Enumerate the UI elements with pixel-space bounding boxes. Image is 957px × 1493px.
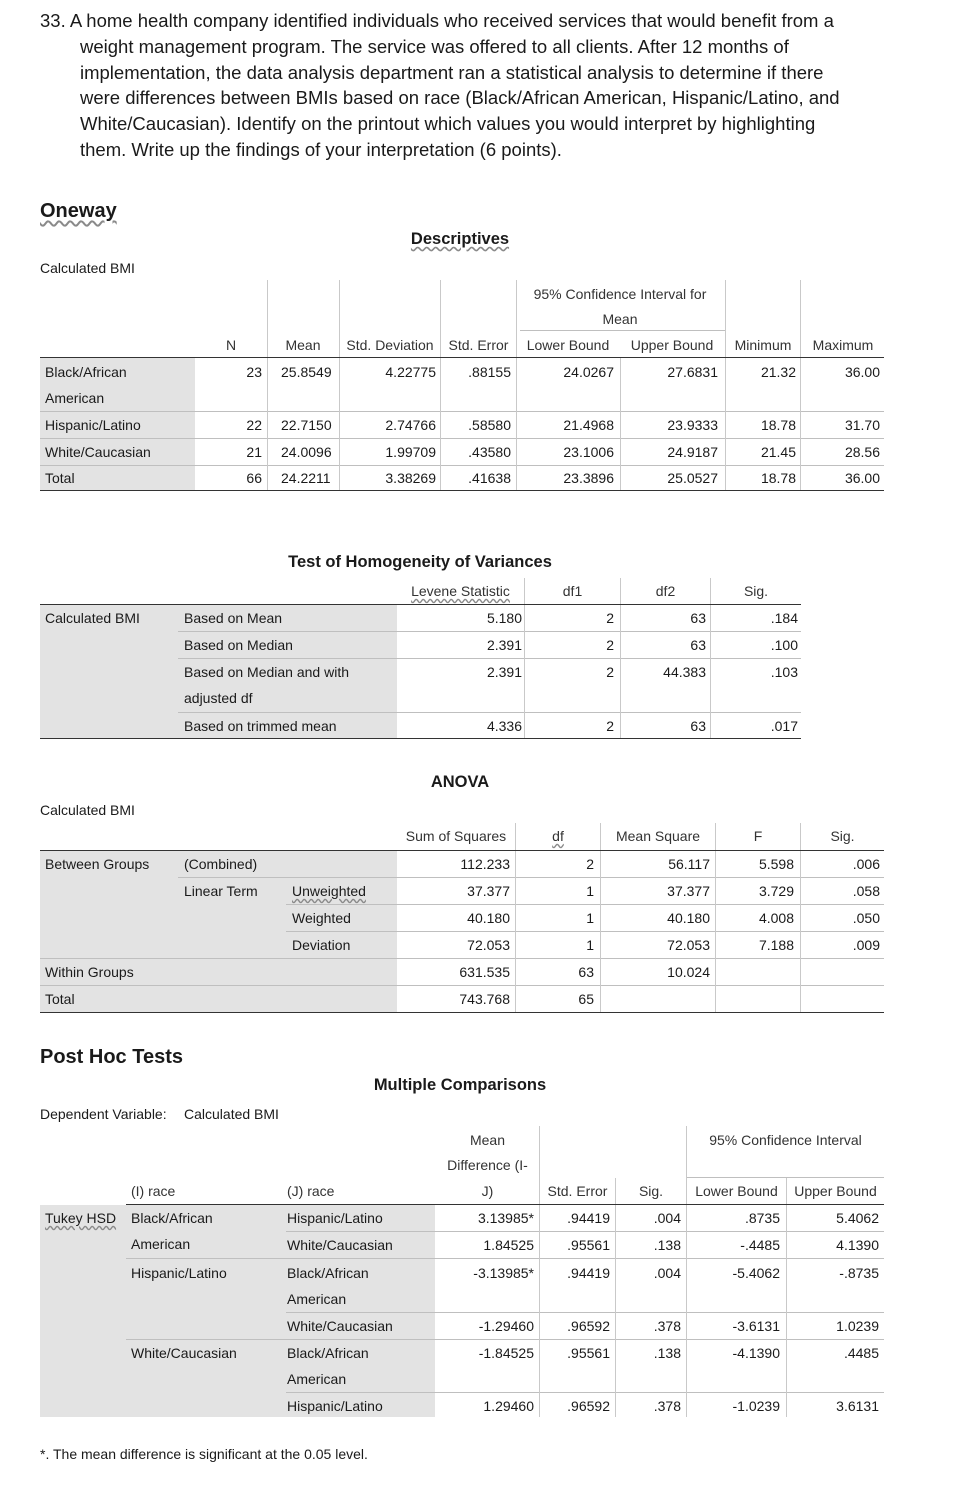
anova-cell: 40.180 bbox=[467, 910, 510, 926]
col-sum-squares: Sum of Squares bbox=[405, 828, 507, 844]
desc-cell: 21.4968 bbox=[563, 417, 614, 433]
col-std-error: Std. Error bbox=[547, 1183, 608, 1199]
anova-cell: 743.768 bbox=[459, 991, 510, 1007]
hov-cell: 44.383 bbox=[663, 664, 706, 680]
hov-cell: .017 bbox=[770, 718, 798, 734]
posthoc-cell: -3.6131 bbox=[732, 1318, 780, 1334]
hov-cell: 63 bbox=[690, 637, 706, 653]
posthoc-cell: .378 bbox=[653, 1318, 681, 1334]
hov-cell: .103 bbox=[770, 664, 798, 680]
hov-row-label: Based on Mean bbox=[184, 610, 283, 626]
col-std-error: Std. Error bbox=[448, 337, 509, 353]
hov-cell: .184 bbox=[770, 610, 798, 626]
anova-sub-label: Unweighted bbox=[292, 883, 366, 899]
desc-cell: 31.70 bbox=[844, 417, 880, 433]
posthoc-cell: -1.29460 bbox=[478, 1318, 534, 1334]
posthoc-group-j: White/Caucasian bbox=[287, 1318, 393, 1334]
posthoc-group-j: American bbox=[287, 1371, 347, 1387]
anova-cell: 7.188 bbox=[758, 937, 794, 953]
posthoc-cell: 1.0239 bbox=[836, 1318, 879, 1334]
posthoc-cell: .004 bbox=[653, 1265, 681, 1281]
desc-cell: 21.45 bbox=[760, 444, 796, 460]
anova-cell: .009 bbox=[852, 937, 880, 953]
posthoc-group-j: White/Caucasian bbox=[287, 1237, 393, 1253]
desc-cell: .88155 bbox=[468, 364, 511, 380]
ci-header-1: 95% Confidence Interval for bbox=[533, 286, 707, 302]
desc-cell: 36.00 bbox=[844, 364, 880, 380]
desc-cell: 18.78 bbox=[760, 470, 796, 486]
anova-cell: 5.598 bbox=[758, 856, 794, 872]
posthoc-dv: Calculated BMI bbox=[184, 1106, 279, 1122]
posthoc-cell: -1.84525 bbox=[478, 1345, 534, 1361]
col-i-race: (I) race bbox=[131, 1183, 176, 1199]
desc-cell: 24.2211 bbox=[281, 470, 331, 486]
hov-cell: 2 bbox=[606, 610, 614, 626]
desc-cell: 25.0527 bbox=[667, 470, 718, 486]
desc-cell: 18.78 bbox=[760, 417, 796, 433]
posthoc-cell: -5.4062 bbox=[732, 1265, 780, 1281]
anova-cell: .050 bbox=[852, 910, 880, 926]
col-mean-square: Mean Square bbox=[615, 828, 701, 844]
footnote: *. The mean difference is significant at the 0.05 level. bbox=[40, 1446, 368, 1462]
descriptives-title: Descriptives bbox=[410, 230, 510, 248]
anova-dv: Calculated BMI bbox=[40, 802, 135, 818]
posthoc-cell: 4.1390 bbox=[836, 1237, 879, 1253]
anova-cell: 37.377 bbox=[667, 883, 710, 899]
anova-cell: 10.024 bbox=[667, 964, 710, 980]
hov-cell: 5.180 bbox=[486, 610, 522, 626]
col-df1: df1 bbox=[562, 583, 583, 599]
posthoc-group-j: Hispanic/Latino bbox=[287, 1398, 383, 1414]
hov-row-label: Based on trimmed mean bbox=[184, 718, 337, 734]
hov-cell: 2.391 bbox=[486, 637, 522, 653]
anova-cell: .006 bbox=[852, 856, 880, 872]
posthoc-cell: .004 bbox=[653, 1210, 681, 1226]
ci-header: 95% Confidence Interval bbox=[709, 1132, 862, 1148]
hov-cell: 63 bbox=[690, 610, 706, 626]
col-df2: df2 bbox=[655, 583, 676, 599]
anova-cell: 112.233 bbox=[460, 856, 510, 872]
desc-cell: 4.22775 bbox=[385, 364, 436, 380]
anova-cell: 72.053 bbox=[467, 937, 510, 953]
posthoc-group-j: Hispanic/Latino bbox=[287, 1210, 383, 1226]
hov-cell: 63 bbox=[690, 718, 706, 734]
anova-cell: 1 bbox=[586, 937, 594, 953]
desc-cell: .43580 bbox=[468, 444, 511, 460]
col-mean: Mean bbox=[285, 337, 321, 353]
desc-cell: 23 bbox=[246, 364, 262, 380]
col-lower-bound: Lower Bound bbox=[695, 1183, 778, 1199]
col-upper-bound: Upper Bound bbox=[794, 1183, 877, 1199]
desc-row-label: Hispanic/Latino bbox=[45, 417, 141, 433]
desc-row-label: Black/African bbox=[45, 364, 127, 380]
hov-row-label: Based on Median bbox=[184, 637, 293, 653]
homogeneity-title: Test of Homogeneity of Variances bbox=[288, 553, 552, 571]
col-df: df bbox=[552, 828, 564, 844]
hov-cell: .100 bbox=[770, 637, 798, 653]
desc-cell: 66 bbox=[246, 470, 262, 486]
anova-cell: 56.117 bbox=[668, 856, 710, 872]
desc-cell: .58580 bbox=[468, 417, 511, 433]
col-lower-bound: Lower Bound bbox=[526, 337, 610, 353]
hov-cell: 2.391 bbox=[486, 664, 522, 680]
anova-cell: 631.535 bbox=[459, 964, 510, 980]
posthoc-cell: .94419 bbox=[567, 1265, 610, 1281]
desc-row-label: Total bbox=[45, 470, 75, 486]
col-mean-diff: Mean bbox=[469, 1132, 506, 1148]
posthoc-cell: 3.13985* bbox=[477, 1210, 534, 1226]
hov-row-label: Based on Median and with bbox=[184, 664, 349, 680]
desc-cell: 2.74766 bbox=[385, 417, 436, 433]
desc-cell: 28.56 bbox=[844, 444, 880, 460]
question-line-4: were differences between BMIs based on race (Black/African American, Hispanic/Latino, and bbox=[80, 87, 840, 109]
posthoc-cell: -.4485 bbox=[740, 1237, 780, 1253]
posthoc-cell: -3.13985* bbox=[473, 1265, 534, 1281]
descriptives-dv: Calculated BMI bbox=[40, 260, 135, 276]
posthoc-dv-label: Dependent Variable: bbox=[40, 1106, 167, 1122]
posthoc-cell: .8735 bbox=[744, 1210, 780, 1226]
posthoc-cell: .138 bbox=[653, 1237, 681, 1253]
posthoc-cell: .95561 bbox=[567, 1237, 610, 1253]
posthoc-cell: .4485 bbox=[843, 1345, 879, 1361]
anova-within-label: Within Groups bbox=[45, 964, 134, 980]
hov-cell: 2 bbox=[606, 664, 614, 680]
anova-cell: 40.180 bbox=[667, 910, 710, 926]
posthoc-cell: .96592 bbox=[567, 1398, 610, 1414]
col-std-dev: Std. Deviation bbox=[346, 337, 434, 353]
desc-cell: 23.9333 bbox=[667, 417, 718, 433]
desc-cell: 24.9187 bbox=[667, 444, 718, 460]
question-line-2: weight management program. The service was offered to all clients. After 12 months of bbox=[80, 35, 789, 57]
anova-cell: 72.053 bbox=[667, 937, 710, 953]
posthoc-cell: .95561 bbox=[567, 1345, 610, 1361]
anova-title: ANOVA bbox=[430, 773, 490, 791]
anova-cell: 4.008 bbox=[758, 910, 794, 926]
question-text bbox=[40, 8, 920, 163]
posthoc-group-i: White/Caucasian bbox=[131, 1345, 237, 1361]
ci-header-2: Mean bbox=[602, 311, 638, 327]
posthoc-cell: .378 bbox=[653, 1398, 681, 1414]
anova-cell: 37.377 bbox=[467, 883, 510, 899]
desc-cell: 23.3896 bbox=[563, 470, 614, 486]
col-upper-bound: Upper Bound bbox=[630, 337, 714, 353]
desc-cell: 1.99709 bbox=[385, 444, 436, 460]
col-anova-sig: Sig. bbox=[830, 828, 855, 844]
posthoc-group-i: Hispanic/Latino bbox=[131, 1265, 227, 1281]
hov-row-label: adjusted df bbox=[184, 690, 253, 706]
anova-cell: 1 bbox=[586, 883, 594, 899]
col-f: F bbox=[753, 828, 763, 844]
question-line-6: them. Write up the findings of your interpretation (6 points). bbox=[80, 138, 562, 160]
desc-cell: .41638 bbox=[468, 470, 511, 486]
anova-linear-label: Linear Term bbox=[184, 883, 258, 899]
desc-cell: 24.0267 bbox=[563, 364, 614, 380]
desc-cell: 21.32 bbox=[760, 364, 796, 380]
posthoc-cell: .94419 bbox=[567, 1210, 610, 1226]
col-j-race: (J) race bbox=[287, 1183, 335, 1199]
posthoc-cell: .138 bbox=[653, 1345, 681, 1361]
desc-cell: 22.7150 bbox=[281, 417, 332, 433]
desc-cell: 24.0096 bbox=[281, 444, 332, 460]
desc-cell: 21 bbox=[246, 444, 262, 460]
posthoc-cell: -4.1390 bbox=[732, 1345, 780, 1361]
col-mean-diff: Difference (I- bbox=[447, 1157, 528, 1173]
question-line-3: implementation, the data analysis department ran a statistical analysis to determine if there bbox=[80, 61, 824, 83]
posthoc-group-i: American bbox=[131, 1236, 191, 1252]
anova-combined-label: (Combined) bbox=[184, 856, 258, 872]
posthoc-method: Tukey HSD bbox=[45, 1210, 117, 1226]
anova-cell: 3.729 bbox=[758, 883, 794, 899]
posthoc-cell: 3.6131 bbox=[836, 1398, 879, 1414]
question-line-5: White/Caucasian). Identify on the printout which values you would interpret by highlighting bbox=[80, 113, 816, 135]
anova-cell: .058 bbox=[852, 883, 880, 899]
posthoc-cell: -1.0239 bbox=[732, 1398, 780, 1414]
homogeneity-dv: Calculated BMI bbox=[45, 610, 140, 626]
hov-cell: 2 bbox=[606, 637, 614, 653]
desc-cell: 22 bbox=[246, 417, 262, 433]
posthoc-cell: -.8735 bbox=[839, 1265, 879, 1281]
question-line-1: 33. A home health company identified individuals who received services that would benefit from a bbox=[40, 10, 834, 31]
posthoc-cell: 5.4062 bbox=[836, 1210, 879, 1226]
anova-sub-label: Weighted bbox=[292, 910, 351, 926]
posthoc-cell: 1.84525 bbox=[483, 1237, 534, 1253]
oneway-heading: Oneway bbox=[40, 200, 117, 222]
desc-row-label: White/Caucasian bbox=[45, 444, 151, 460]
anova-between-label: Between Groups bbox=[45, 856, 150, 872]
posthoc-group-j: Black/African bbox=[287, 1345, 369, 1361]
anova-cell: 2 bbox=[586, 856, 594, 872]
desc-cell: 36.00 bbox=[844, 470, 880, 486]
col-maximum: Maximum bbox=[812, 337, 874, 353]
desc-row-label: American bbox=[45, 390, 105, 406]
desc-cell: 3.38269 bbox=[385, 470, 436, 486]
col-sig: Sig. bbox=[638, 1183, 664, 1199]
posthoc-group-j: Black/African bbox=[287, 1265, 369, 1281]
anova-cell: 1 bbox=[586, 910, 594, 926]
posthoc-group-j: American bbox=[287, 1291, 347, 1307]
hov-cell: 2 bbox=[606, 718, 614, 734]
col-mean-diff: J) bbox=[481, 1183, 494, 1199]
desc-cell: 25.8549 bbox=[281, 364, 332, 380]
posthoc-cell: 1.29460 bbox=[483, 1398, 534, 1414]
posthoc-heading: Post Hoc Tests bbox=[40, 1046, 183, 1068]
hov-cell: 4.336 bbox=[486, 718, 522, 734]
desc-cell: 27.6831 bbox=[667, 364, 718, 380]
posthoc-group-i: Black/African bbox=[131, 1210, 213, 1226]
anova-cell: 65 bbox=[578, 991, 594, 1007]
posthoc-cell: .96592 bbox=[567, 1318, 610, 1334]
col-n: N bbox=[225, 337, 237, 353]
multiple-comparisons-title: Multiple Comparisons bbox=[373, 1076, 547, 1094]
col-minimum: Minimum bbox=[734, 337, 792, 353]
anova-cell: 63 bbox=[578, 964, 594, 980]
col-sig: Sig. bbox=[743, 583, 769, 599]
anova-total-label: Total bbox=[45, 991, 75, 1007]
desc-cell: 23.1006 bbox=[563, 444, 614, 460]
col-levene: Levene Statistic bbox=[411, 583, 510, 599]
anova-sub-label: Deviation bbox=[292, 937, 351, 953]
